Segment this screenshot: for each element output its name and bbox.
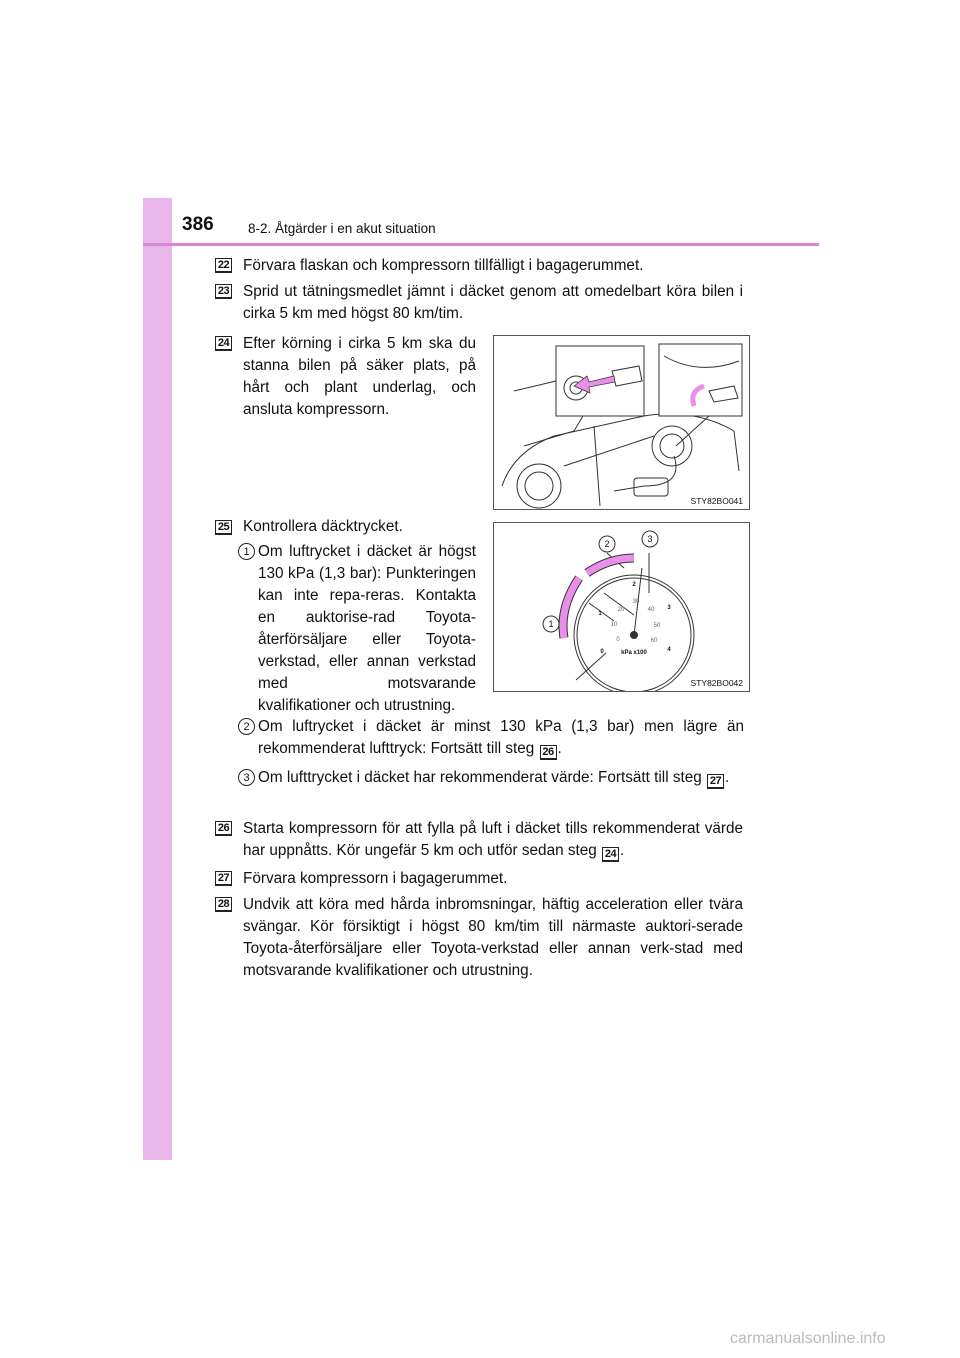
step-badge: 26: [215, 821, 232, 836]
svg-text:30: 30: [632, 599, 640, 605]
svg-text:10: 10: [610, 622, 618, 628]
step-badge: 27: [215, 871, 232, 886]
step-badge: 25: [215, 520, 232, 535]
callout-2: 2: [604, 539, 610, 549]
figure-code: STY82BO041: [690, 496, 743, 506]
sub-item-number: 3: [238, 769, 255, 786]
sub-item-number: 1: [238, 543, 255, 560]
svg-text:2: 2: [632, 582, 636, 588]
svg-text:60: 60: [650, 638, 658, 644]
step-text: Kontrollera däcktrycket.: [243, 518, 403, 535]
step-27: [215, 868, 232, 886]
step-badge: 22: [215, 258, 232, 273]
figure-car-compressor: [493, 335, 750, 510]
step-badge: 24: [215, 336, 232, 351]
step-23: [215, 281, 232, 299]
step-text: Förvara flaskan och kompressorn tillfälligt i bagagerummet.: [243, 257, 644, 274]
step-text: Undvik att köra med hårda inbromsningar, häftig acceleration eller tvära svängar. Kör försiktigt i högst 80 km/tim till närmaste auktori-serade Toyota-återförsäljare eller Toyota-verkstad eller annan verk-stad med motsvarande kvalifikationer och utrustning.: [243, 896, 743, 979]
header-rule: [143, 243, 819, 246]
step-28: [215, 894, 232, 912]
svg-text:0: 0: [600, 649, 604, 655]
step-22: [215, 255, 232, 273]
svg-text:20: 20: [617, 607, 625, 613]
figure-pressure-gauge: [493, 522, 750, 692]
svg-text:40: 40: [647, 607, 655, 613]
step-text: Efter körning i cirka 5 km ska du stanna bilen på säker plats, på hårt och plant underlag, och ansluta kompressorn.: [243, 335, 476, 418]
step-ref-badge: 26: [540, 745, 557, 760]
callout-3: 3: [647, 534, 653, 544]
callout-1: 1: [548, 619, 554, 629]
step-badge: 28: [215, 897, 232, 912]
svg-text:50: 50: [653, 623, 661, 629]
car-illustration: [494, 336, 749, 509]
step-text: Sprid ut tätningsmedlet jämnt i däcket genom att omedelbart köra bilen i cirka 5 km med högst 80 km/tim.: [243, 283, 743, 322]
svg-text:4: 4: [667, 647, 671, 653]
sub-item-number: 2: [238, 718, 255, 735]
step-ref-badge: 27: [707, 774, 724, 789]
svg-text:3: 3: [667, 605, 671, 611]
step-26: [215, 818, 232, 836]
step-text: Starta kompressorn för att fylla på luft i däcket tills rekommenderat värde har uppnåtts. Kör ungefär 5 km och utför sedan steg 24 .: [243, 820, 743, 860]
watermark: carmanualsonline.info: [730, 1330, 886, 1347]
gauge-unit: kPa x100: [621, 650, 647, 656]
svg-text:0: 0: [616, 637, 620, 643]
page-number: 386: [182, 214, 214, 235]
step-ref-badge: 24: [602, 847, 619, 862]
figure-code: STY82BO042: [690, 678, 743, 688]
sub-item-text: Om luftrycket i däcket är högst 130 kPa (1,3 bar): Punkteringen kan inte repa-reras. Kontakta en auktorise-rad Toyota-återförsäljare eller Toyota-verkstad, eller annan verkstad med motsvarande kvalifikationer och utrustning.: [258, 543, 476, 714]
step-badge: 23: [215, 284, 232, 299]
step-24: [215, 333, 232, 351]
step-25: [215, 517, 232, 535]
chapter-sidebar: [143, 198, 172, 1160]
section-title: 8-2. Åtgärder i en akut situation: [248, 221, 436, 236]
sub-item-text: Om luftrycket i däcket är minst 130 kPa (1,3 bar) men lägre än rekommenderat lufttryck: Fortsätt till steg 26 .: [258, 718, 744, 758]
gauge-illustration: [494, 523, 749, 691]
svg-text:1: 1: [598, 611, 602, 617]
step-text: Förvara kompressorn i bagagerummet.: [243, 870, 508, 887]
sub-item-text: Om lufttrycket i däcket har rekommenderat värde: Fortsätt till steg 27 .: [258, 769, 730, 787]
